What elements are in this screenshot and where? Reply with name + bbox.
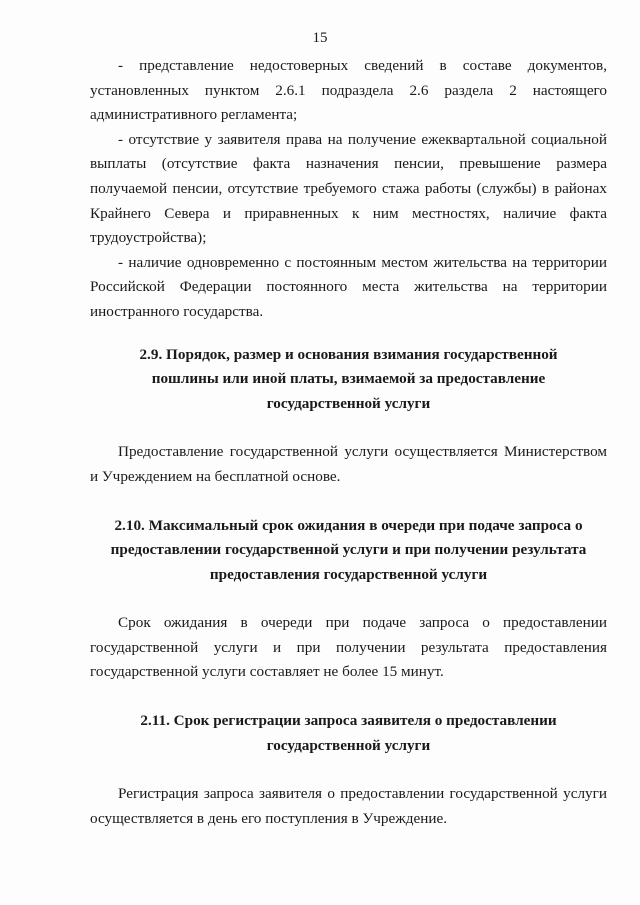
document-content xyxy=(90,54,607,831)
section-heading-2-10: 2.10. Максимальный срок ожидания в очереди при подаче запроса о предоставлении государственной услуги и при получении результата предоставления государственной услуги xyxy=(110,516,587,583)
list-item-unreliable-info: - представление недостоверных сведений в составе документов, установленных пунктом 2.6.1 подраздела 2.6 раздела 2 настоящего административного регламента; xyxy=(90,57,607,124)
section-text-2-9: Предоставление государственной услуги осуществляется Министерством и Учреждением на бесплатной основе. xyxy=(90,443,607,485)
page-number: 15 xyxy=(312,30,328,46)
section-text-2-11: Регистрация запроса заявителя о предоставлении государственной услуги осуществляется в день его поступления в Учреждение. xyxy=(90,785,607,827)
list-item-no-right: - отсутствие у заявителя права на получение ежеквартальной социальной выплаты (отсутствие факта назначения пенсии, превышение размера получаемой пенсии, отсутствие требуемого стажа работы (службы) в районах Крайнего Севера и приравненных к ним местностях, наличие факта трудоустройства); xyxy=(90,130,607,247)
section-heading-2-9: 2.9. Порядок, размер и основания взимания государственной пошлины или иной платы, взимаемой за предоставление государственной услуги xyxy=(139,345,558,412)
list-item-foreign-residence: - наличие одновременно с постоянным местом жительства на территории Российской Федерации постоянного места жительства на территории иностранного государства. xyxy=(90,253,607,320)
section-text-2-10: Срок ожидания в очереди при подаче запроса о предоставлении государственной услуги и при получении результата предоставления государственной услуги составляет не более 15 минут. xyxy=(90,614,607,681)
section-heading-2-11: 2.11. Срок регистрации запроса заявителя о предоставлении государственной услуги xyxy=(140,712,557,754)
